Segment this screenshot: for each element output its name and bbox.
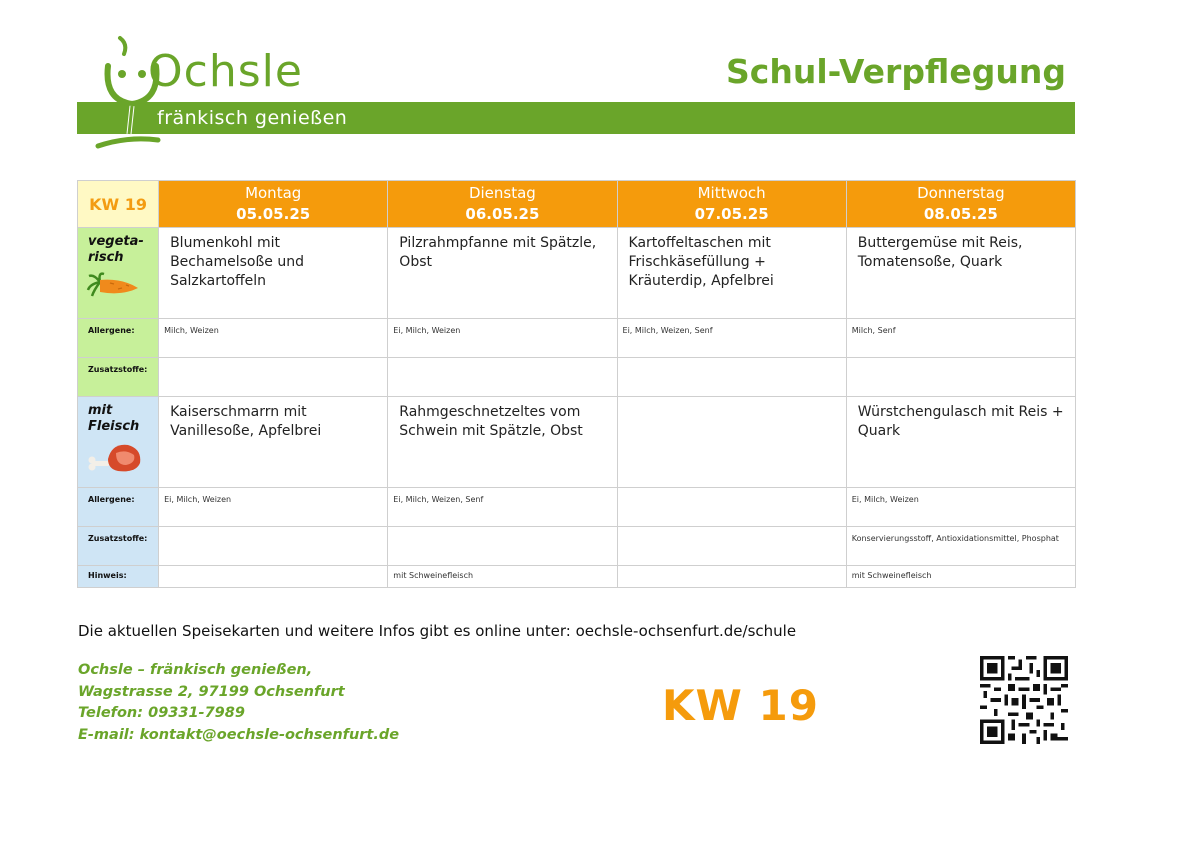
allergens-text: Ei, Milch, Weizen, Senf xyxy=(622,326,713,335)
allergens-cell xyxy=(617,488,846,527)
allergens-text: Ei, Milch, Weizen, Senf xyxy=(393,495,484,504)
additives-cell xyxy=(846,527,1075,566)
allergens-cell xyxy=(846,319,1075,358)
allergens-label-cell xyxy=(78,488,159,527)
meat-dish-cell xyxy=(159,397,388,488)
logo xyxy=(80,30,400,155)
page-title: Schul-Verpflegung xyxy=(726,52,1067,91)
allergens-text: Ei, Milch, Weizen xyxy=(164,495,232,504)
dish-text: Pilzrahmpfanne mit Spätzle, Obst xyxy=(399,235,597,270)
day-date: 06.05.25 xyxy=(465,205,540,223)
carrot-icon xyxy=(78,266,158,306)
additives-label: Zusatzstoffe: xyxy=(88,365,148,374)
vegetarian-label-line1: vegeta- xyxy=(88,234,144,249)
day-name: Donnerstag xyxy=(917,184,1005,202)
vegetarian-allergens-row xyxy=(78,319,1076,358)
allergens-text xyxy=(618,488,846,495)
allergens-text: Milch, Senf xyxy=(851,326,896,335)
meat-dish-row xyxy=(78,397,1076,488)
hint-cell xyxy=(846,566,1075,588)
allergens-cell xyxy=(388,319,617,358)
dish-text: Buttergemüse mit Reis, Tomatensoße, Quark xyxy=(857,235,1023,270)
additives-label-cell xyxy=(78,358,159,397)
additives-text xyxy=(388,527,616,534)
hint-cell xyxy=(617,566,846,588)
hint-label-cell xyxy=(78,566,159,588)
meat-dish-cell xyxy=(388,397,617,488)
allergens-label-cell xyxy=(78,319,159,358)
dish-text: Würstchengulasch mit Reis + Quark xyxy=(857,404,1064,439)
additives-text xyxy=(618,527,846,534)
dish-text: Blumenkohl mit Bechamelsoße und Salzkartoffeln xyxy=(170,235,304,289)
allergens-text: Ei, Milch, Weizen xyxy=(851,495,919,504)
additives-cell xyxy=(388,358,617,397)
vegetarian-label-cell xyxy=(78,228,159,319)
hint-text xyxy=(618,566,846,571)
allergens-label: Allergene: xyxy=(88,495,135,504)
dish-text xyxy=(618,397,846,403)
address-block xyxy=(78,660,399,746)
additives-text xyxy=(388,358,616,365)
meat-dish-cell xyxy=(846,397,1075,488)
menu-table xyxy=(77,180,1076,588)
allergens-label: Allergene: xyxy=(88,326,135,335)
qr-code-icon[interactable] xyxy=(977,656,1071,744)
vegetarian-dish-cell xyxy=(388,228,617,319)
day-header-thursday xyxy=(846,181,1075,228)
vegetarian-label-line2: risch xyxy=(88,250,124,265)
allergens-cell xyxy=(159,319,388,358)
meat-label-line1: mit xyxy=(88,403,113,418)
week-label: KW 19 xyxy=(78,181,159,228)
hint-cell xyxy=(388,566,617,588)
day-header-tuesday xyxy=(388,181,617,228)
day-date: 05.05.25 xyxy=(236,205,311,223)
email-line[interactable]: E-mail: kontakt@oechsle-ochsenfurt.de xyxy=(78,726,400,743)
additives-cell xyxy=(617,527,846,566)
additives-cell xyxy=(159,527,388,566)
additives-text xyxy=(159,527,387,534)
dish-text: Kaiserschmarrn mit Vanillesoße, Apfelbrei xyxy=(170,404,322,439)
allergens-cell xyxy=(846,488,1075,527)
meat-additives-row xyxy=(78,527,1076,566)
vegetarian-dish-cell xyxy=(846,228,1075,319)
meat-label-cell xyxy=(78,397,159,488)
additives-text xyxy=(847,358,1075,365)
allergens-text: Ei, Milch, Weizen xyxy=(393,326,461,335)
ham-icon xyxy=(78,435,158,479)
day-header-wednesday xyxy=(617,181,846,228)
address-line: Ochsle – fränkisch genießen, xyxy=(78,662,313,678)
hint-text: mit Schweinefleisch xyxy=(851,571,932,580)
allergens-cell xyxy=(617,319,846,358)
meat-allergens-row xyxy=(78,488,1076,527)
additives-text: Konservierungsstoff, Antioxidationsmittel, Phosphat xyxy=(851,534,1059,543)
allergens-text: Milch, Weizen xyxy=(164,326,219,335)
hint-cell xyxy=(159,566,388,588)
hint-text: mit Schweinefleisch xyxy=(393,571,474,580)
day-header-monday xyxy=(159,181,388,228)
additives-label: Zusatzstoffe: xyxy=(88,534,148,543)
week-big-label: KW 19 xyxy=(662,681,819,730)
logo-name: Ochsle xyxy=(148,46,303,97)
dish-text: Rahmgeschnetzeltes vom Schwein mit Spätzle, Obst xyxy=(399,404,583,439)
online-info-text: Die aktuellen Speisekarten und weitere Infos gibt es online unter: oechsle-ochsenfurt.de/schule xyxy=(78,622,797,640)
additives-cell xyxy=(388,527,617,566)
additives-text xyxy=(618,358,846,365)
additives-cell xyxy=(159,358,388,397)
meat-dish-cell xyxy=(617,397,846,488)
meat-hint-row xyxy=(78,566,1076,588)
additives-label-cell xyxy=(78,527,159,566)
table-header-row xyxy=(78,181,1076,228)
vegetarian-dish-row xyxy=(78,228,1076,319)
hint-text xyxy=(159,566,387,571)
additives-cell xyxy=(617,358,846,397)
vegetarian-additives-row xyxy=(78,358,1076,397)
dish-text: Kartoffeltaschen mit Frischkäsefüllung + Kräuterdip, Apfelbrei xyxy=(628,235,774,289)
vegetarian-dish-cell xyxy=(617,228,846,319)
allergens-cell xyxy=(159,488,388,527)
day-name: Montag xyxy=(245,184,302,202)
meat-label xyxy=(78,397,148,435)
day-name: Mittwoch xyxy=(697,184,766,202)
allergens-cell xyxy=(388,488,617,527)
logo-tagline: fränkisch genießen xyxy=(157,107,348,129)
meat-label-line2: Fleisch xyxy=(88,419,140,434)
address-line: Wagstrasse 2, 97199 Ochsenfurt xyxy=(78,683,345,700)
additives-text xyxy=(159,358,387,365)
phone-line: Telefon: 09331-7989 xyxy=(78,705,245,721)
hint-label: Hinweis: xyxy=(88,571,127,580)
day-date: 07.05.25 xyxy=(694,205,769,223)
additives-cell xyxy=(846,358,1075,397)
day-date: 08.05.25 xyxy=(923,205,998,223)
day-name: Dienstag xyxy=(468,184,536,202)
vegetarian-label xyxy=(78,228,148,266)
vegetarian-dish-cell xyxy=(159,228,388,319)
